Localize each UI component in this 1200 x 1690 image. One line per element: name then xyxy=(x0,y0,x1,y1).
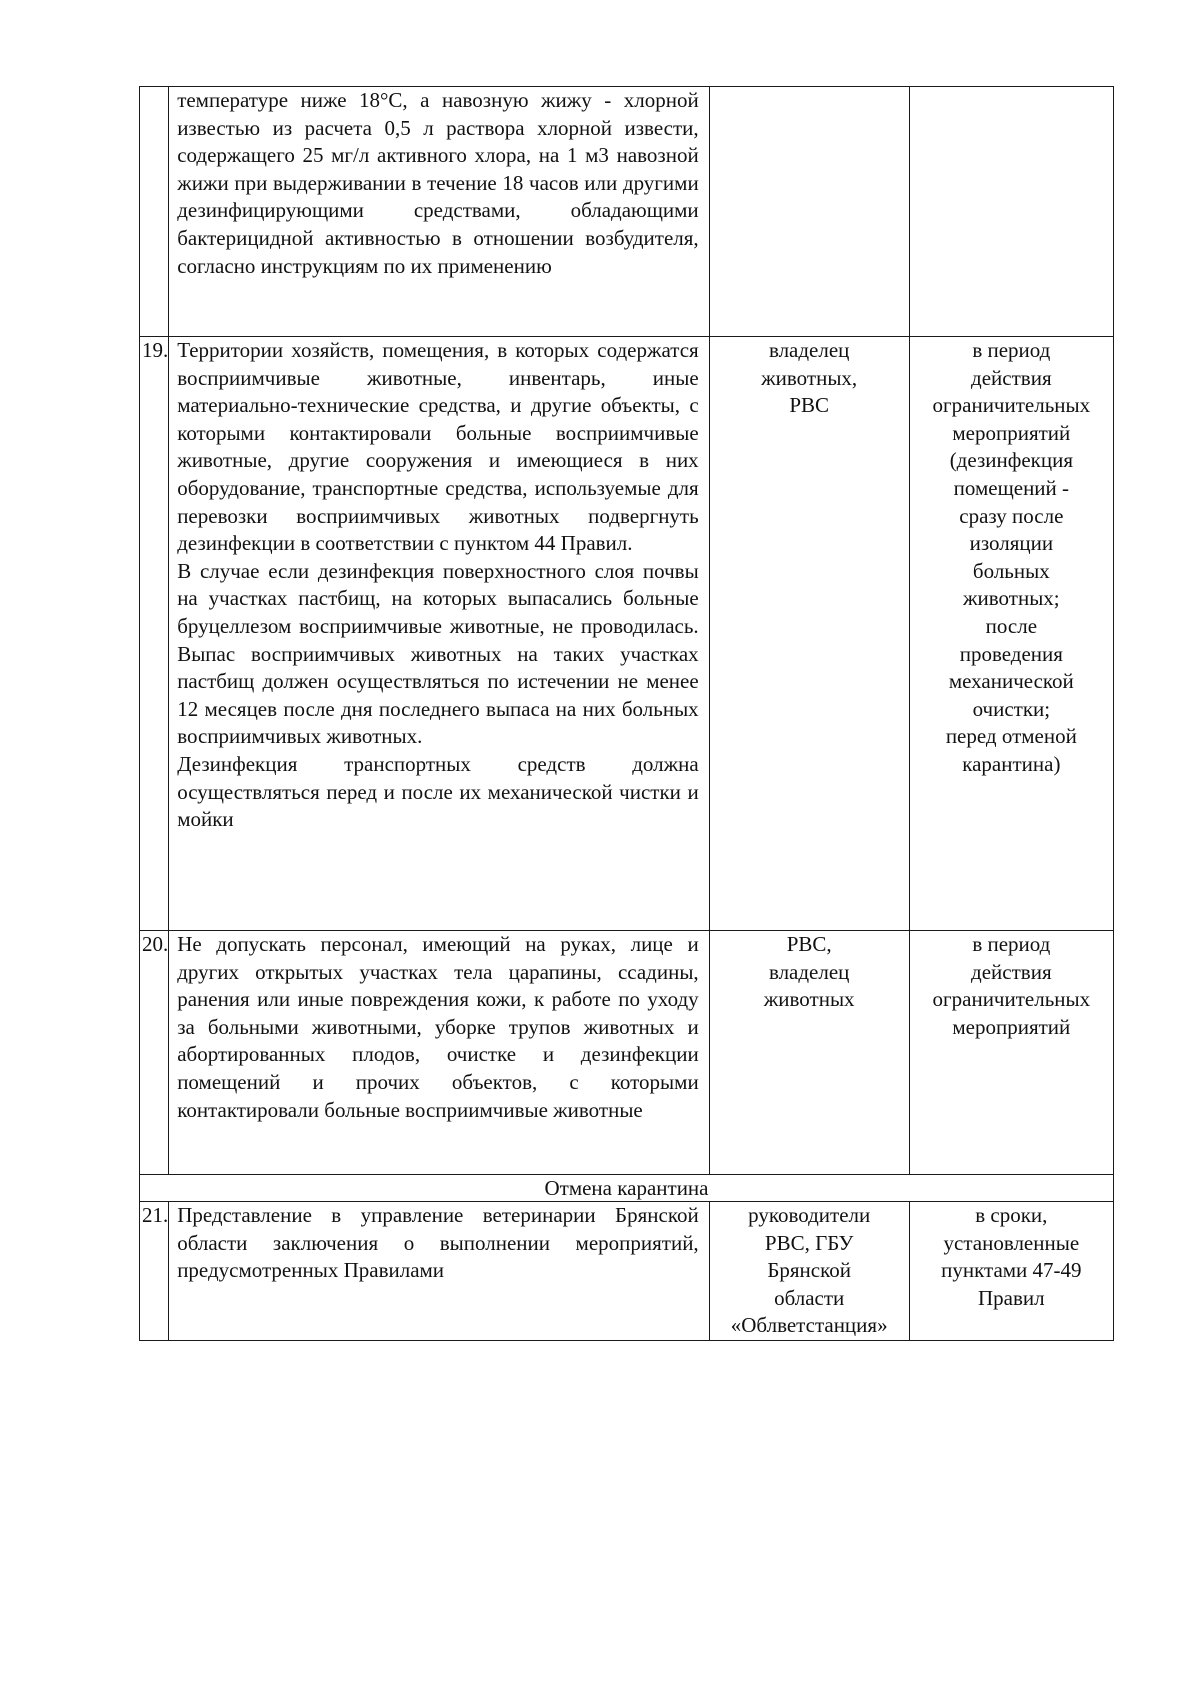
responsible-line: руководители xyxy=(748,1203,871,1227)
term-cell xyxy=(909,1202,1113,1341)
term-line: животных; xyxy=(963,586,1060,611)
term-line: проведения xyxy=(959,641,1063,666)
section-title: Отмена карантина xyxy=(140,1175,1114,1202)
row-number: 20. xyxy=(140,931,169,1175)
measure-paragraph: В случае если дезинфекция поверхностного слоя почвы на участках пастбищ, на которых выпасались больные бруцеллезом восприимчивые животные, не проводилась. Выпас восприимчивых животных на таких участках пастбищ должен осуществляться по истечении не менее 12 месяцев после дня последнего выпаса на них больных восприимчивых животных. xyxy=(177,558,699,749)
responsible-line: области xyxy=(774,1285,845,1310)
row-number xyxy=(140,87,169,337)
term-line: установленные xyxy=(943,1230,1080,1255)
term-cell xyxy=(909,87,1113,337)
term-line: очистки; xyxy=(972,696,1051,721)
responsible-line: РВС, xyxy=(786,932,832,956)
responsible-cell xyxy=(709,931,909,1175)
measure-text xyxy=(169,87,710,337)
section-header-row xyxy=(140,1175,1114,1202)
table-row xyxy=(140,337,1114,931)
measure-text xyxy=(169,931,710,1175)
term-line: сразу после xyxy=(959,503,1064,528)
term-line: после xyxy=(985,613,1038,638)
term-line: в период xyxy=(972,338,1051,362)
measure-paragraph: температуре ниже 18°С, а навозную жижу - хлорной известью из расчета 0,5 л раствора хлорной извести, содержащего 25 мг/л активного хлора, на 1 м3 навозной жижи при выдерживании в течение 18 часов или другими дезинфицирующими средствами, обладающими бактерицидной активностью в отношении возбудителя, согласно инструкциям по их применению xyxy=(177,88,699,278)
measure-text xyxy=(169,1202,710,1341)
measure-paragraph: Не допускать персонал, имеющий на руках, лице и других открытых участках тела царапины, ссадины, ранения или иные повреждения кожи, к работе по уходу за больными животными, уборке трупов животных и абортированных плодов, очистке и дезинфекции помещений и прочих объектов, с которыми контактировали больные восприимчивые животные xyxy=(177,932,699,1122)
responsible-line: животных xyxy=(763,987,855,1012)
term-line: перед отменой xyxy=(945,724,1077,749)
term-line: ограничительных xyxy=(932,987,1091,1012)
responsible-cell xyxy=(709,87,909,337)
row-number: 21. xyxy=(140,1202,169,1341)
measure-paragraph: Территории хозяйств, помещения, в которых содержатся восприимчивые животные, инвентарь, иные материально-технические средства, и другие объекты, с которыми контактировали больные восприимчивые животные, другие сооружения и имеющиеся в них оборудование, транспортные средства, используемые для перевозки восприимчивых животных подвергнуть дезинфекции в соответствии с пунктом 44 Правил. xyxy=(177,338,699,556)
term-line: карантина) xyxy=(962,751,1061,776)
responsible-line: животных, xyxy=(761,365,858,390)
term-line: пунктами 47-49 xyxy=(941,1258,1082,1283)
responsible-line: РВС, ГБУ xyxy=(764,1230,854,1255)
term-line: Правил xyxy=(978,1285,1045,1310)
table-row xyxy=(140,931,1114,1175)
term-line: мероприятий xyxy=(952,420,1071,445)
term-line: мероприятий xyxy=(952,1014,1071,1039)
responsible-line: владелец xyxy=(768,959,850,984)
term-line: ограничительных xyxy=(932,393,1091,418)
term-line: больных xyxy=(972,558,1050,583)
measure-paragraph: Дезинфекция транспортных средств должна осуществляться перед и после их механической чистки и мойки xyxy=(177,751,699,832)
term-line: механической xyxy=(948,669,1074,694)
term-line: действия xyxy=(971,365,1052,390)
term-cell xyxy=(909,337,1113,931)
table-row xyxy=(140,87,1114,337)
term-line: (дезинфекция xyxy=(949,448,1073,473)
measure-paragraph: Представление в управление ветеринарии Брянской области заключения о выполнении мероприятий, предусмотренных Правилами xyxy=(177,1203,699,1283)
responsible-line: РВС xyxy=(789,393,830,418)
responsible-line: владелец xyxy=(768,338,850,362)
term-line: помещений - xyxy=(953,475,1070,500)
measure-text xyxy=(169,337,710,931)
responsible-line: Брянской xyxy=(767,1258,851,1283)
term-cell xyxy=(909,931,1113,1175)
term-line: в период xyxy=(972,932,1051,956)
term-line: в сроки, xyxy=(975,1203,1048,1227)
measures-table xyxy=(139,86,1114,1341)
responsible-line: «Облветстанция» xyxy=(730,1313,888,1338)
term-line: действия xyxy=(971,959,1052,984)
term-line: изоляции xyxy=(969,531,1054,556)
table-row xyxy=(140,1202,1114,1341)
row-number: 19. xyxy=(140,337,169,931)
responsible-cell xyxy=(709,1202,909,1341)
responsible-cell xyxy=(709,337,909,931)
